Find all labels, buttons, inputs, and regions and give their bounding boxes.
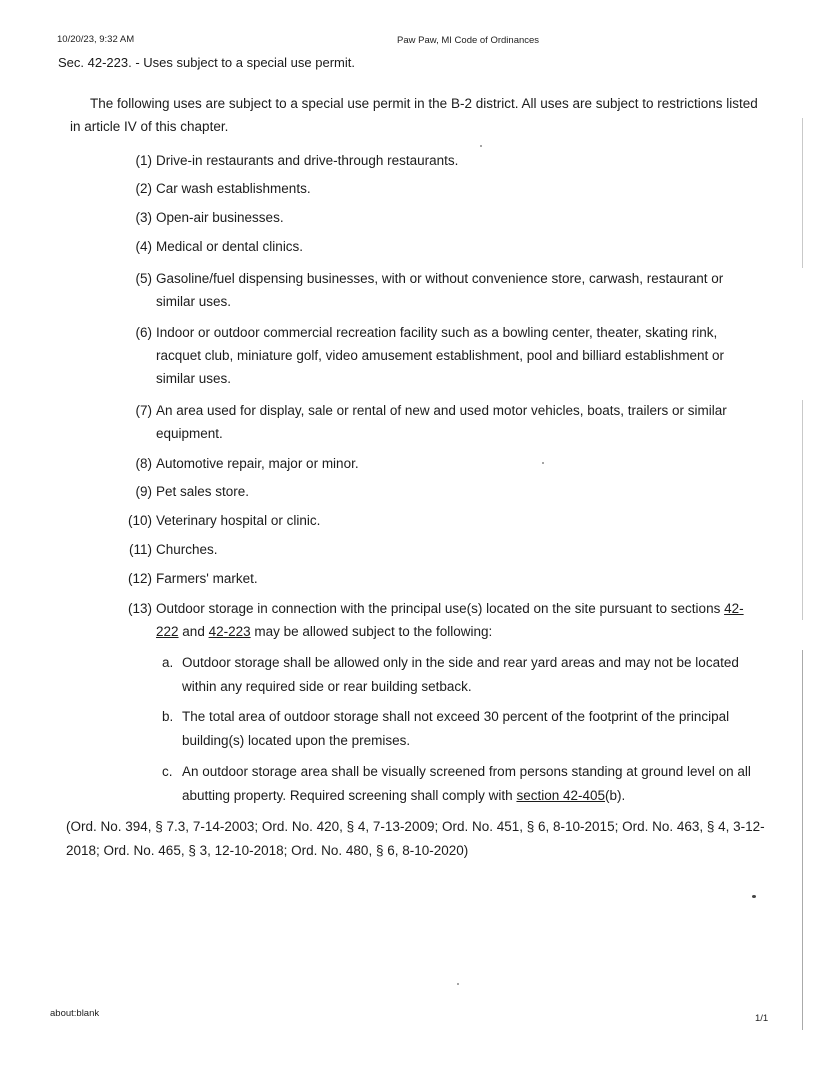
sub-item-text-after-link: (b).	[605, 788, 626, 803]
item-number: (8)	[135, 456, 152, 471]
section-link-42-223[interactable]: 42-223	[208, 624, 251, 639]
item-number: (12)	[127, 571, 152, 586]
item-number: (3)	[135, 210, 152, 225]
page-number: 1/1	[755, 1013, 769, 1024]
item-number: (1)	[135, 153, 152, 168]
item-text: Farmers' market.	[156, 571, 258, 586]
section-link-42-405[interactable]: section 42-405	[516, 788, 605, 803]
scan-speck	[457, 983, 459, 985]
item-text: Veterinary hospital or clinic.	[156, 513, 321, 528]
intro-paragraph: The following uses are subject to a special use permit in the B-2 district. All uses are subject to restrictions listed in article IV of this chapter.	[70, 96, 758, 134]
item-text: Indoor or outdoor commercial recreation facility such as a bowling center, theater, skating rink, racquet club, miniature golf, video amusement establishment, pool and billiard establishment or similar uses.	[156, 325, 725, 386]
sub-item-letter: b.	[162, 709, 174, 724]
item-text: Pet sales store.	[156, 484, 250, 499]
section-title: Sec. 42-223. - Uses subject to a special use permit.	[58, 55, 355, 70]
scan-speck	[752, 895, 756, 898]
item-text: Open-air businesses.	[156, 210, 284, 225]
item-text-after-links: may be allowed subject to the following:	[254, 624, 493, 639]
sub-item-letter: c.	[162, 764, 173, 779]
scan-speck	[480, 145, 482, 147]
item-text	[156, 597, 746, 643]
scan-speck	[542, 462, 544, 464]
item-text: Automotive repair, major or minor.	[156, 456, 359, 471]
item-text: Car wash establishments.	[156, 181, 311, 196]
scan-edge-mark	[802, 400, 803, 620]
item-number: (9)	[135, 484, 152, 499]
item-number: (4)	[135, 239, 152, 254]
sub-item-letter: a.	[162, 655, 174, 670]
document-source-title: Paw Paw, MI Code of Ordinances	[397, 35, 540, 46]
sub-item-text: Outdoor storage shall be allowed only in the side and rear yard areas and may not be located within any required side or rear building setback.	[182, 655, 739, 694]
item-text: Drive-in restaurants and drive-through restaurants.	[156, 153, 459, 168]
section-link-42-222[interactable]: 42-222	[156, 601, 744, 639]
scan-edge-mark	[802, 118, 803, 268]
item-number: (10)	[127, 513, 152, 528]
item-number: (6)	[135, 325, 152, 340]
sub-item-text: The total area of outdoor storage shall not exceed 30 percent of the footprint of the principal building(s) located upon the premises.	[182, 709, 730, 748]
scan-edge-mark	[802, 650, 803, 1030]
item-text: Medical or dental clinics.	[156, 239, 304, 254]
item-text: Churches.	[156, 542, 218, 557]
item-number: (5)	[135, 271, 152, 286]
sub-item-text-before-link: An outdoor storage area shall be visually screened from persons standing at ground level on all abutting property. Required screening shall comply with	[182, 764, 751, 803]
item-text: Gasoline/fuel dispensing businesses, with or without convenience store, carwash, restaurant or similar uses.	[156, 271, 724, 309]
sub-item-text	[182, 760, 752, 808]
print-timestamp: 10/20/23, 9:32 AM	[57, 34, 135, 45]
item-text-before-links: Outdoor storage in connection with the principal use(s) located on the site pursuant to sections	[156, 601, 721, 616]
footer-url: about:blank	[50, 1008, 100, 1019]
item-number: (11)	[128, 542, 152, 557]
item-text: An area used for display, sale or rental of new and used motor vehicles, boats, trailers or similar equipment.	[156, 403, 727, 441]
ordinance-history: (Ord. No. 394, § 7.3, 7-14-2003; Ord. No. 420, § 4, 7-13-2009; Ord. No. 451, § 6, 8-10-2015; Ord. No. 463, § 4, 3-12-2018; Ord. No. 465, § 3, 12-10-2018; Ord. No. 480, § 6, 8-10-2020)	[66, 819, 765, 858]
item-number: (2)	[135, 181, 152, 196]
item-number: (7)	[135, 403, 152, 418]
item-number: (13)	[127, 601, 152, 616]
item-text-conjunction: and	[182, 624, 205, 639]
